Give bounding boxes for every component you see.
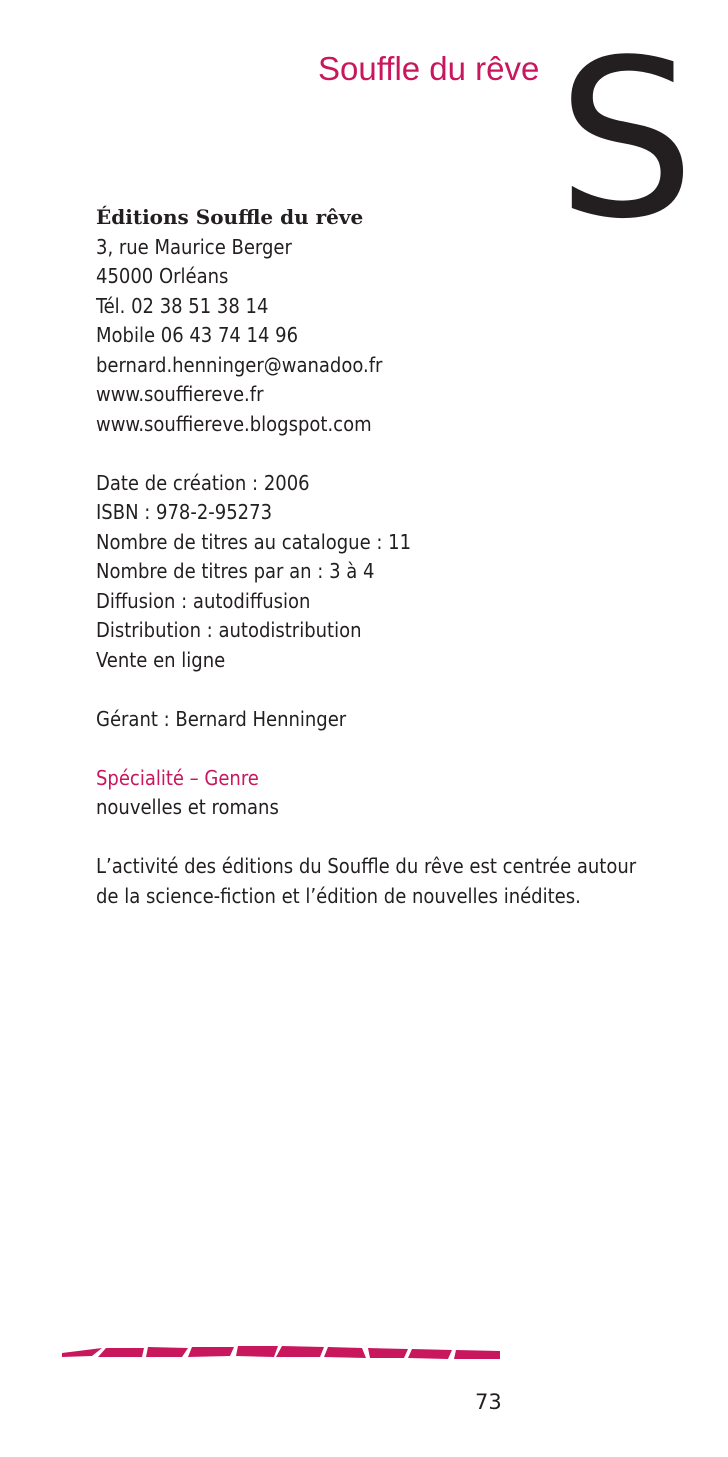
section-title: Souffle du rêve [318,50,540,87]
titles-per-year: Nombre de titres par an : 3 à 4 [96,559,375,583]
spacer [96,734,656,764]
description-line-1: L’activité des éditions du Souffle du rêve est centrée autour [96,854,637,878]
website-link[interactable]: www.souffiereve.fr [96,382,264,406]
online-sales: Vente en ligne [96,647,226,672]
specialty-value: nouvelles et romans [96,795,279,819]
manager: Gérant : Bernard Henninger [96,706,347,731]
specialty-heading: Spécialité – Genre [96,765,259,790]
diffusion: Diffusion : autodiffusion [96,588,311,613]
publisher-entry [96,203,656,911]
distribution: Distribution : autodistribution [96,618,362,642]
decorative-bar [62,1342,500,1360]
section-letter [556,14,696,267]
spacer [96,823,656,853]
catalogue-titles: Nombre de titres au catalogue : 11 [96,529,412,554]
phone: Tél. 02 38 51 38 14 [96,293,269,318]
creation-date: Date de création : 2006 [96,470,310,495]
email-link[interactable]: bernard.henninger@wanadoo.fr [96,352,383,377]
blog-link[interactable]: www.souffiereve.blogspot.com [96,411,372,436]
mobile: Mobile 06 43 74 14 96 [96,323,299,347]
publisher-name: Éditions Souffle du rêve [96,205,364,229]
spacer [96,675,656,705]
section-letter-glyph: S [556,14,696,267]
isbn: ISBN : 978-2-95273 [96,500,273,524]
address-line-2: 45000 Orléans [96,264,229,288]
spacer [96,439,656,469]
address-line-1: 3, rue Maurice Berger [96,234,292,259]
page-number: 73 [475,1390,502,1414]
description-line-2: de la science-fiction et l’édition de nouvelles inédites. [96,883,581,908]
